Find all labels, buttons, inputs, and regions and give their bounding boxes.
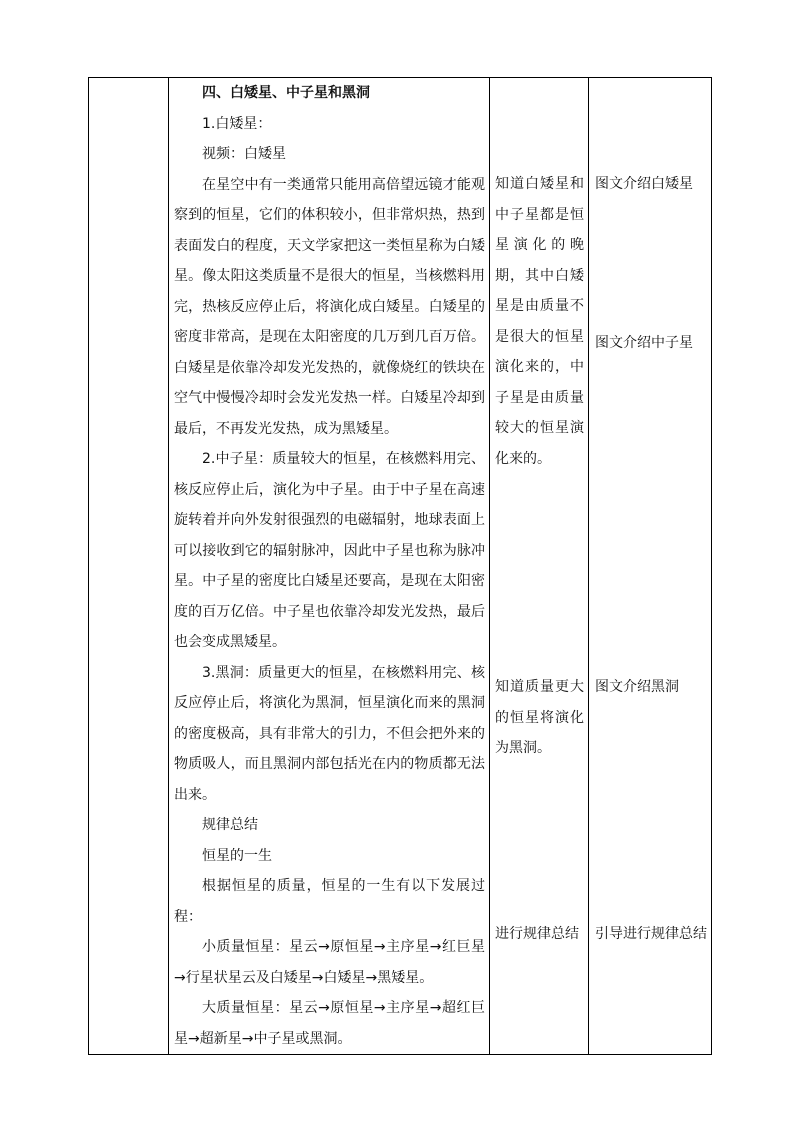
goal-text-1: 知道白矮星和中子星都是恒星演化的晚期，其中白矮星是由质量不是很大的恒星演化来的，中子星是由质量较大的恒星演化来的。 xyxy=(495,176,584,467)
life-intro: 根据恒星的质量，恒星的一生有以下发展过程： xyxy=(174,878,485,925)
note-text-1: 图文介绍白矮星 xyxy=(595,176,693,192)
note-block-3 xyxy=(589,672,711,703)
section-heading: 四、白矮星、中子星和黑洞 xyxy=(202,85,370,101)
life-title: 恒星的一生 xyxy=(202,847,272,864)
small-mass-process: 小质量恒星：星云→原恒星→主序星→红巨星→行星状星云及白矮星→白矮星→黑矮星。 xyxy=(174,939,485,986)
note-block-4 xyxy=(589,919,711,950)
notes-column-cell xyxy=(589,78,712,1055)
video-label: 视频：白矮星 xyxy=(202,146,286,162)
content-body xyxy=(169,78,489,1054)
note-block-2 xyxy=(589,328,711,359)
goal-block-3 xyxy=(490,919,588,950)
note-block-1 xyxy=(589,169,711,200)
goal-block-1 xyxy=(490,169,588,474)
content-column-cell xyxy=(169,78,490,1055)
white-dwarf-paragraph: 在星空中有一类通常只能用高倍望远镜才能观察到的恒星，它们的体积较小，但非常炽热，热到表面发白的程度，天文学家把这一类恒星称为白矮星。像太阳这类质量不是很大的恒星，当核燃料用完，热核反应停止后，将演化成白矮星。白矮星的密度非常高，是现在太阳密度的几万到几百万倍。白矮星是依靠冷却发光发热的，就像烧红的铁块在空气中慢慢冷却时会发光发热一样。白矮星冷却到最后，不再发光发热，成为黑矮星。 xyxy=(174,176,485,437)
black-hole-paragraph: 3.黑洞：质量更大的恒星，在核燃料用完、核反应停止后，将演化为黑洞，恒星演化而来的黑洞的密度极高，具有非常大的引力，不但会把外来的物质吸人，而且黑洞内部包括光在内的物质都无法出来。 xyxy=(174,664,485,803)
goal-block-2 xyxy=(490,672,588,764)
note-text-4: 引导进行规律总结 xyxy=(595,926,707,942)
neutron-star-paragraph: 2.中子星：质量较大的恒星，在核燃料用完、核反应停止后，演化为中子星。由于中子星在高速旋转着并向外发射很强烈的电磁辐射，地球表面上可以接收到它的辐射脉冲，因此中子星也称为脉冲星。中子星的密度比白矮星还要高，是现在太阳密度的百万亿倍。中子星也依靠冷却发光发热，最后也会变成黑矮星。 xyxy=(174,451,485,650)
lesson-table xyxy=(88,77,712,1055)
goal-text-2: 知道质量更大的恒星将演化为黑洞。 xyxy=(495,679,584,756)
blank-column-cell xyxy=(89,78,169,1055)
note-text-3: 图文介绍黑洞 xyxy=(595,679,679,695)
goals-column-cell xyxy=(490,78,589,1055)
goal-text-3: 进行规律总结 xyxy=(495,926,579,942)
note-text-2: 图文介绍中子星 xyxy=(595,335,693,351)
large-mass-process: 大质量恒星：星云→原恒星→主序星→超红巨星→超新星→中子星或黑洞。 xyxy=(174,1000,485,1047)
table-row xyxy=(89,78,712,1055)
white-dwarf-title: 1.白矮星： xyxy=(202,115,272,132)
summary-title: 规律总结 xyxy=(202,817,258,833)
